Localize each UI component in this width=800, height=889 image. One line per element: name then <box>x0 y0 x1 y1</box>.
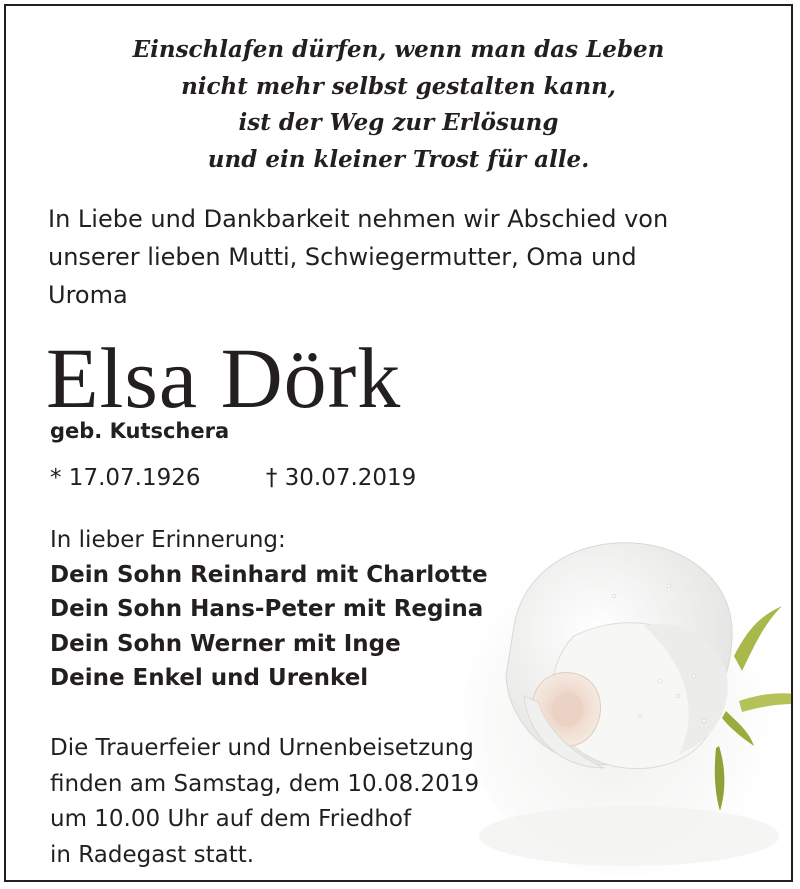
mourners-lead: In lieber Erinnerung: <box>50 527 286 553</box>
life-dates <box>50 458 416 498</box>
maiden-name: geb. Kutschera <box>50 419 230 443</box>
poem-line: ist der Weg zur Erlösung <box>238 109 559 136</box>
white-rose-image <box>464 506 793 882</box>
poem-line: Einschlafen dürfen, wenn man das Leben <box>132 36 665 63</box>
poem-line: nicht mehr selbst gestalten kann, <box>181 72 616 100</box>
funeral-line: finden am Samstag, dem 10.08.2019 <box>50 770 480 797</box>
mourner-name: Dein Sohn Reinhard mit Charlotte <box>50 561 488 588</box>
funeral-line: in Radegast statt. <box>50 841 255 868</box>
intro-line: In Liebe und Dankbarkeit nehmen wir Abschied von <box>48 205 669 233</box>
intro-line: Uroma <box>48 281 128 309</box>
intro-line: unserer lieben Mutti, Schwiegermutter, Oma und <box>48 243 637 271</box>
birth-date: * 17.07.1926 <box>50 465 201 491</box>
mourner-name: Dein Sohn Hans-Peter mit Regina <box>50 596 484 622</box>
death-date: † 30.07.2019 <box>265 465 417 491</box>
poem-line: und ein kleiner Trost für alle. <box>207 145 590 173</box>
obituary-notice <box>4 4 793 882</box>
poem <box>6 32 791 178</box>
funeral-info <box>50 731 479 873</box>
intro-text <box>48 200 748 314</box>
mourners-list <box>50 523 488 696</box>
funeral-line: Die Trauerfeier und Urnenbeisetzung <box>50 735 474 761</box>
mourner-name: Dein Sohn Werner mit Inge <box>50 630 401 657</box>
funeral-line: um 10.00 Uhr auf dem Friedhof <box>50 806 412 832</box>
deceased-name: Elsa Dörk <box>46 330 402 426</box>
mourner-name: Deine Enkel und Urenkel <box>50 665 369 691</box>
